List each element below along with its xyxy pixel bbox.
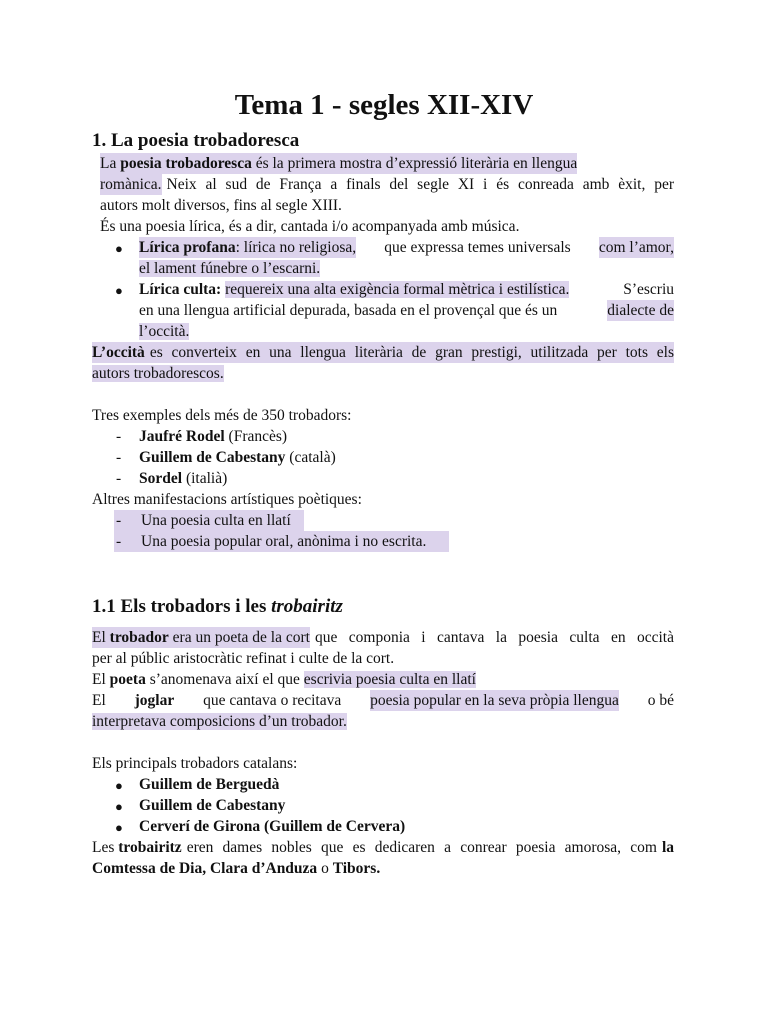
section-heading-poesia-trobadoresca: 1. La poesia trobadoresca bbox=[92, 130, 300, 151]
bullet-item-continuation: en una llengua artificial depurada, basada en el provençal que és un dialecte de bbox=[139, 302, 674, 319]
list-item: Guillem de Cabestany (català) bbox=[139, 449, 336, 466]
list-item: Guillem de Berguedà bbox=[139, 776, 280, 793]
page-title: Tema 1 - segles XII-XIV bbox=[234, 89, 534, 121]
paragraph-line: Comtessa de Dia, Clara d’Anduza o Tibors. bbox=[92, 860, 381, 877]
paragraph-line: interpretava composicions d’un trobador. bbox=[92, 713, 347, 730]
catalans-intro: Els principals trobadors catalans: bbox=[92, 755, 298, 772]
paragraph-line: Les trobairitz eren dames nobles que es dedicaren a conrear poesia amorosa, com la bbox=[92, 839, 674, 856]
list-item: Cerverí de Girona (Guillem de Cervera) bbox=[139, 818, 406, 835]
bullet-item-lirica-culta: Lírica culta: requereix una alta exigència formal mètrica i estilística. S’escriu bbox=[139, 281, 674, 298]
dash-bullet: - bbox=[116, 428, 122, 445]
paragraph-line: El poeta s’anomenava així el que escrivia poesia culta en llatí bbox=[92, 671, 476, 688]
paragraph-line: per al públic aristocràtic refinat i culte de la cort. bbox=[92, 650, 395, 667]
section-heading-trobadors: 1.1 Els trobadors i les trobairitz bbox=[92, 596, 343, 617]
paragraph-line: El joglar que cantava o recitava poesia popular en la seva pròpia llengua o bé bbox=[92, 692, 674, 709]
occita-paragraph-line: L’occità es converteix en una llengua literària de gran prestigi, utilitzada per tots els bbox=[92, 344, 674, 361]
paragraph-line: El trobador era un poeta de la cort que componia i cantava la poesia culta en occità bbox=[92, 629, 674, 646]
dash-bullet: - bbox=[116, 449, 122, 466]
list-item: Guillem de Cabestany bbox=[139, 797, 286, 814]
paragraph-line: autors molt diversos, fins al segle XIII. bbox=[100, 197, 342, 214]
list-item: Jaufré Rodel (Francès) bbox=[139, 428, 288, 445]
bullet-icon: ● bbox=[115, 799, 123, 814]
bullet-icon: ● bbox=[115, 241, 123, 256]
other-intro: Altres manifestacions artístiques poètiques: bbox=[92, 491, 362, 508]
highlight-romanica: romànica. bbox=[100, 176, 162, 193]
paragraph-line: És una poesia lírica, és a dir, cantada i/o acompanyada amb música. bbox=[100, 218, 520, 235]
list-item: Sordel (italià) bbox=[139, 470, 228, 487]
bullet-item-lirica-profana: Lírica profana: lírica no religiosa, que expressa temes universals com l’amor, bbox=[139, 239, 674, 256]
bullet-item-continuation: l’occità. bbox=[139, 323, 190, 340]
list-item: - Una poesia culta en llatí bbox=[114, 510, 304, 531]
examples-intro: Tres exemples dels més de 350 trobadors: bbox=[92, 407, 352, 424]
bullet-item-continuation: el lament fúnebre o l’escarni. bbox=[139, 260, 321, 277]
bullet-icon: ● bbox=[115, 778, 123, 793]
paragraph-line: romànica. Neix al sud de França a finals del segle XI i és conreada amb èxit, per bbox=[100, 176, 674, 193]
bullet-icon: ● bbox=[115, 820, 123, 835]
bullet-icon: ● bbox=[115, 283, 123, 298]
paragraph-line bbox=[100, 153, 674, 174]
occita-paragraph-line: autors trobadorescos. bbox=[92, 365, 224, 382]
list-item: - Una poesia popular oral, anònima i no escrita. bbox=[114, 531, 449, 552]
intro-line-1: La poesia trobadoresca és la primera mostra d’expressió literària en llengua bbox=[100, 155, 578, 172]
dash-bullet: - bbox=[116, 470, 122, 487]
